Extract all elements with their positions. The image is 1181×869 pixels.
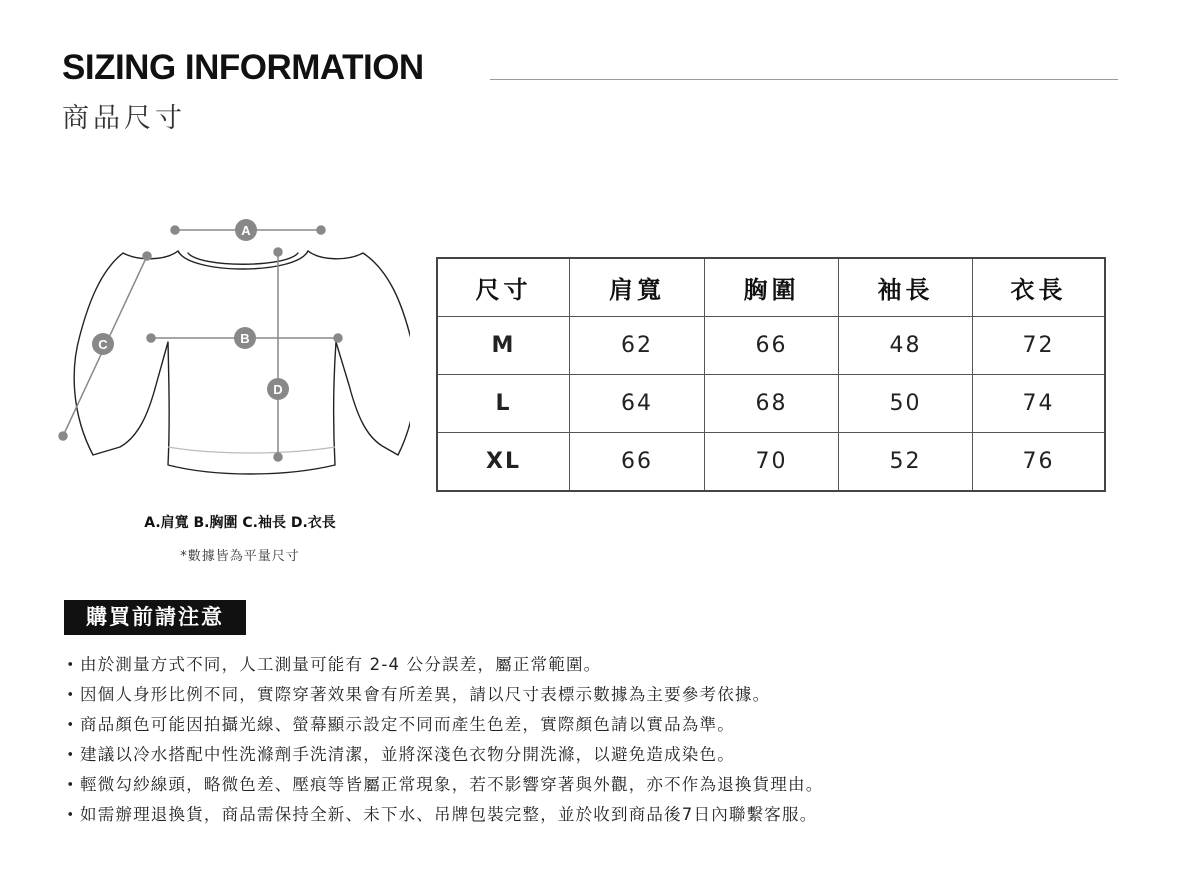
size-label: M xyxy=(437,317,570,375)
notice-text: 建議以冷水搭配中性洗滌劑手洗清潔，並將深淺色衣物分開洗滌，以避免造成染色。 xyxy=(80,745,735,764)
sleeve-value: 48 xyxy=(839,317,973,375)
svg-text:C: C xyxy=(98,337,108,352)
list-item xyxy=(62,740,823,770)
header-length: 衣長 xyxy=(973,258,1106,317)
marker-b xyxy=(234,327,256,349)
size-table xyxy=(436,257,1106,492)
header-shoulder: 肩寬 xyxy=(570,258,705,317)
notice-text: 如需辦理退換貨，商品需保持全新、未下水、吊牌包裝完整，並於收到商品後7日內聯繫客服。 xyxy=(80,805,818,824)
table-row xyxy=(437,433,1105,492)
sleeve-value: 50 xyxy=(839,375,973,433)
marker-d xyxy=(267,378,289,400)
header-size: 尺寸 xyxy=(437,258,570,317)
list-item xyxy=(62,770,823,800)
list-item xyxy=(62,650,823,680)
marker-c xyxy=(92,333,114,355)
list-item xyxy=(62,680,823,710)
table-row xyxy=(437,317,1105,375)
length-value: 74 xyxy=(973,375,1106,433)
chest-value: 66 xyxy=(705,317,839,375)
marker-a xyxy=(235,219,257,241)
sweater-outline xyxy=(74,251,410,474)
size-label: XL xyxy=(437,433,570,492)
chest-value: 68 xyxy=(705,375,839,433)
size-label: L xyxy=(437,375,570,433)
bullet-dot: ・ xyxy=(62,655,80,674)
page-subtitle: 商品尺寸 xyxy=(62,103,186,134)
bullet-dot: ・ xyxy=(62,805,80,824)
table-row xyxy=(437,375,1105,433)
header-chest: 胸圍 xyxy=(705,258,839,317)
bullet-dot: ・ xyxy=(62,715,80,734)
title-divider xyxy=(490,79,1118,80)
sweater-diagram xyxy=(50,215,410,475)
table-header-row xyxy=(437,258,1105,317)
bullet-dot: ・ xyxy=(62,775,80,794)
sleeve-value: 52 xyxy=(839,433,973,492)
list-item xyxy=(62,800,823,830)
length-value: 72 xyxy=(973,317,1106,375)
sweater-neckline xyxy=(178,251,308,269)
bullet-dot: ・ xyxy=(62,685,80,704)
chest-value: 70 xyxy=(705,433,839,492)
svg-text:B: B xyxy=(240,331,250,346)
list-item xyxy=(62,710,823,740)
length-value: 76 xyxy=(973,433,1106,492)
measurement-note: *數據皆為平量尺寸 xyxy=(180,549,300,564)
diagram-legend: A.肩寬 B.胸圍 C.袖長 D.衣長 xyxy=(144,515,336,531)
svg-text:A: A xyxy=(241,223,251,238)
svg-text:D: D xyxy=(273,382,283,397)
bullet-dot: ・ xyxy=(62,745,80,764)
shoulder-value: 62 xyxy=(570,317,705,375)
page-title: SIZING INFORMATION xyxy=(62,48,424,87)
notice-text: 由於測量方式不同，人工測量可能有 2-4 公分誤差，屬正常範圍。 xyxy=(80,655,602,674)
notice-list xyxy=(62,650,823,830)
header-sleeve: 袖長 xyxy=(839,258,973,317)
shoulder-value: 64 xyxy=(570,375,705,433)
notice-text: 因個人身形比例不同，實際穿著效果會有所差異，請以尺寸表標示數據為主要參考依據。 xyxy=(80,685,771,704)
notice-title: 購買前請注意 xyxy=(64,600,246,635)
notice-text: 輕微勾紗線頭，略微色差、壓痕等皆屬正常現象，若不影響穿著與外觀，亦不作為退換貨理由。 xyxy=(80,775,824,794)
notice-text: 商品顏色可能因拍攝光線、螢幕顯示設定不同而產生色差，實際顏色請以實品為準。 xyxy=(80,715,735,734)
shoulder-value: 66 xyxy=(570,433,705,492)
